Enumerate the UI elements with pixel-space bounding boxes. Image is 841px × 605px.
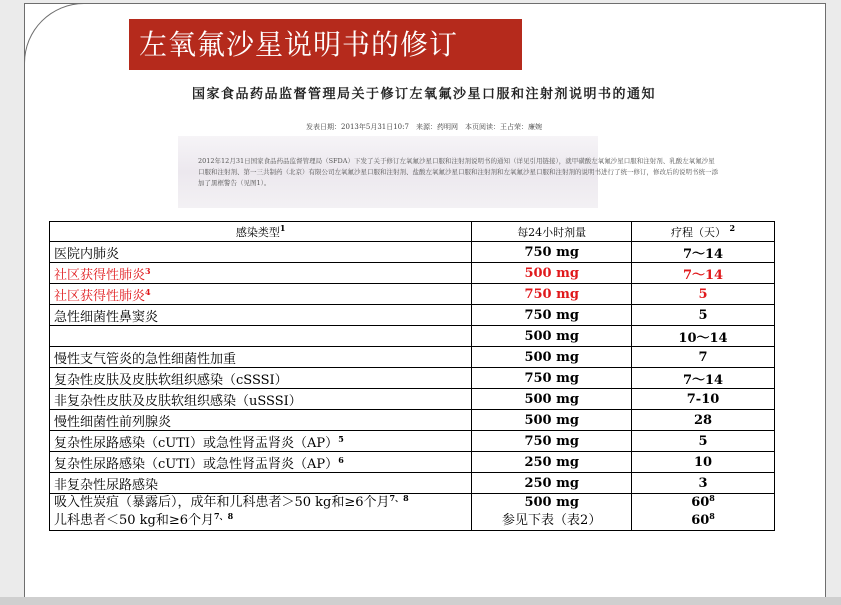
- table-row: [50, 410, 775, 431]
- daily-dose-cell: 500 mg: [472, 263, 632, 284]
- infection-type-cell: 慢性细菌性前列腺炎: [50, 410, 472, 431]
- course-days-cell: 10～14: [632, 326, 775, 347]
- header-daily-dose: 每24小时剂量: [472, 222, 632, 242]
- daily-dose-cell: 750 mg: [472, 242, 632, 263]
- infection-type-cell: 非复杂性皮肤及皮肤软组织感染（uSSSI）: [50, 389, 472, 410]
- table-row: [50, 305, 775, 326]
- infection-type-cell: 医院内肺炎: [50, 242, 472, 263]
- daily-dose-cell: 500 mg: [472, 347, 632, 368]
- daily-dose-cell: 750 mg: [472, 368, 632, 389]
- header-course-days: 疗程（天） $^2$: [632, 222, 775, 242]
- course-days-cell: 10: [632, 452, 775, 473]
- daily-dose-cell: 500 mg: [472, 326, 632, 347]
- table-row: [50, 389, 775, 410]
- daily-dose-cell: 250 mg: [472, 452, 632, 473]
- infection-type-cell: 非复杂性尿路感染: [50, 473, 472, 494]
- course-days-cell: 7～14: [632, 242, 775, 263]
- infection-type-cell: 复杂性皮肤及皮肤软组织感染（cSSSI）: [50, 368, 472, 389]
- table-row: [50, 347, 775, 368]
- course-days-cell: 5: [632, 284, 775, 305]
- daily-dose-cell: 500 mg 参见下表（表2）: [472, 494, 632, 531]
- daily-dose-cell: 500 mg: [472, 389, 632, 410]
- course-days-cell: 5: [632, 305, 775, 326]
- course-days-cell: $60^8$ $60^8$: [632, 494, 775, 531]
- article-screenshot: [108, 80, 740, 208]
- table-row: [50, 452, 775, 473]
- article-headline: 国家食品药品监督管理局关于修订左氧氟沙星口服和注射剂说明书的通知: [191, 87, 656, 102]
- table-row: [50, 431, 775, 452]
- table-row: [50, 473, 775, 494]
- infection-type-cell: 社区获得性肺炎$^4$: [50, 284, 472, 305]
- table-row: [50, 242, 775, 263]
- dosage-table: [49, 221, 775, 531]
- table-row: [50, 263, 775, 284]
- bottom-scrollbar-strip: [0, 597, 841, 605]
- table-row: [50, 284, 775, 305]
- header-infection-type: 感染类型$^1$: [50, 222, 472, 242]
- course-days-cell: 5: [632, 431, 775, 452]
- table-row: [50, 368, 775, 389]
- article-meta: 发表日期：2013年5月31日10:7 来源：药明网 本页阅读：王占荣：廉婉: [306, 123, 542, 131]
- infection-type-cell: 社区获得性肺炎$^3$: [50, 263, 472, 284]
- article-body: 2012年12月31日国家食品药品监督管理局（SFDA）下发了关于修订左氧氟沙星口服和注射剂说明书的通知（详见引用链接），就甲磺酸左氧氟沙星口服和注射剂、乳酸左氧氟沙星口服和注射剂、第一三共制药（北京）有限公司左氧氟沙星口服和注射剂、盐酸左氧氟沙星口服和注射剂和左氧氟沙星口服和注射剂的说明书进行了统一修订，修改后的说明书统一添加了黑框警告（见图1）。: [198, 157, 718, 187]
- course-days-cell: 7-10: [632, 389, 775, 410]
- infection-type-cell: 复杂性尿路感染（cUTI）或急性肾盂肾炎（AP）$^6$: [50, 452, 472, 473]
- table-header-row: [50, 222, 775, 242]
- daily-dose-cell: 250 mg: [472, 473, 632, 494]
- slide-title: 左氧氟沙星说明书的修订: [129, 19, 522, 70]
- infection-type-cell: [50, 326, 472, 347]
- daily-dose-cell: 500 mg: [472, 410, 632, 431]
- daily-dose-cell: 750 mg: [472, 305, 632, 326]
- course-days-cell: 3: [632, 473, 775, 494]
- course-days-cell: 7: [632, 347, 775, 368]
- infection-type-cell: 复杂性尿路感染（cUTI）或急性肾盂肾炎（AP）$^5$: [50, 431, 472, 452]
- daily-dose-cell: 750 mg: [472, 284, 632, 305]
- course-days-cell: 7～14: [632, 263, 775, 284]
- course-days-cell: 7～14: [632, 368, 775, 389]
- daily-dose-cell: 750 mg: [472, 431, 632, 452]
- infection-type-cell: 吸入性炭疽（暴露后），成年和儿科患者＞50 kg和≥6个月$^{7、8}$ 儿科患者＜50 kg和≥6个月$^{7、8}$: [50, 494, 472, 531]
- infection-type-cell: 急性细菌性鼻窦炎: [50, 305, 472, 326]
- table-row: [50, 326, 775, 347]
- course-days-cell: 28: [632, 410, 775, 431]
- infection-type-cell: 慢性支气管炎的急性细菌性加重: [50, 347, 472, 368]
- table-row: [50, 494, 775, 531]
